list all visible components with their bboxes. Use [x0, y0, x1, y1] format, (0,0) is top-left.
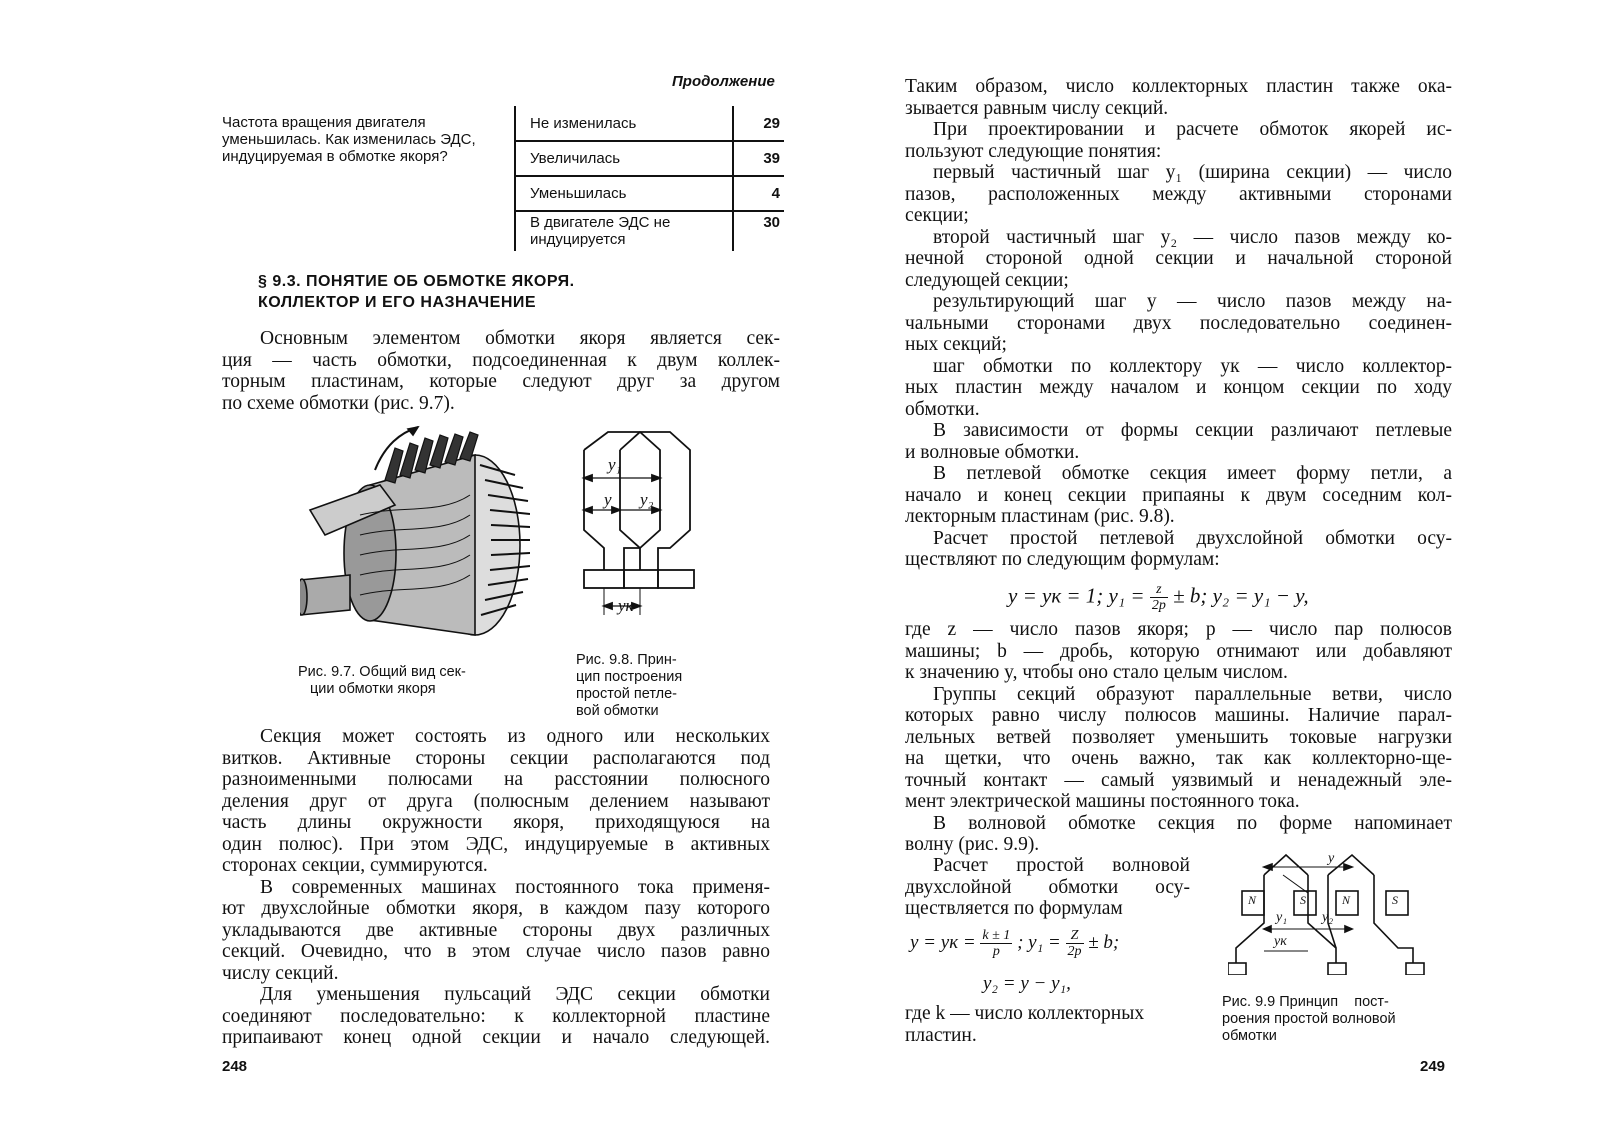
section-heading-line: § 9.3. ПОНЯТИЕ ОБ ОБМОТКЕ ЯКОРЯ.: [258, 273, 575, 290]
text-line: Основным элементом обмотки якоря является сек-: [260, 328, 780, 349]
text-line: витков. Активные стороны секции располагаются под: [222, 747, 770, 769]
text-line: по схеме обмотки (рис. 9.7).: [222, 392, 455, 414]
page-number: 248: [222, 1058, 248, 1075]
fraction-denominator: 2p: [1151, 598, 1166, 613]
text-line: Группы секций образуют параллельные ветви, число: [933, 683, 1452, 705]
text-line: В волновой обмотке секция по форме напоминает: [933, 812, 1452, 834]
answer-code: 29: [733, 106, 784, 141]
text-line: соединяют последовательно: к коллекторной пластине: [222, 1005, 770, 1027]
fraction: [980, 928, 1012, 959]
text-line: которых равно числу полюсов машины. Наличие парал-: [905, 705, 1452, 726]
text-line: ция — часть обмотки, подсоединенная к двум коллек-: [222, 349, 780, 371]
answer-text: Увеличилась: [515, 141, 733, 176]
text-line: деления друг от друга (полюсным делением называют: [222, 790, 770, 812]
text-line: волну (рис. 9.9).: [905, 834, 1040, 855]
label-yk: yк: [1274, 934, 1287, 949]
text-line: ют двухслойные обмотки якоря, в каждом пазу которого: [222, 898, 770, 919]
left-page: [0, 0, 808, 1145]
formula-part: y = yк =: [910, 931, 976, 953]
text-line: В современных машинах постоянного тока применя-: [260, 876, 770, 898]
figure-caption: [576, 652, 682, 720]
formula-part: y = yк = 1; y₁ =: [1008, 583, 1145, 608]
section-heading-line: КОЛЛЕКТОР И ЕГО НАЗНАЧЕНИЕ: [258, 294, 537, 311]
paragraph: [905, 855, 1190, 920]
text-line: результирующий шаг y — число пазов между на-: [933, 291, 1452, 312]
formula-part: ± b; y₂ = y₁ − y,: [1173, 583, 1309, 608]
answer-code: 39: [733, 141, 784, 176]
figure-caption: [298, 664, 466, 698]
text-line: первый частичный шаг y₁ (ширина секции) — число: [933, 162, 1452, 183]
table-row: [515, 106, 784, 141]
label-y2: y₂: [640, 490, 654, 509]
text-line: В зависимости от формы секции различают петлевые: [933, 420, 1452, 441]
text-line: зывается равным числу секций.: [905, 97, 1169, 119]
text-line: ществляется по формулам: [905, 898, 1123, 919]
text-line: секций. Очевидно, что в этом случае число пазов равно: [222, 941, 770, 962]
label-yk: yк: [618, 596, 634, 615]
question-text: Частота вращения двигателя уменьшилась. Как изменилась ЭДС, индуцируемая в обмотке якоря?: [222, 114, 476, 165]
text-line: нечной стороной одной секции и начальной стороной: [905, 248, 1452, 269]
page-number: 249: [1420, 1058, 1446, 1075]
text-line: сторонах секции, суммируются.: [222, 855, 488, 876]
text-line: чальными сторонами двух последовательно соединен-: [905, 312, 1452, 334]
right-page: [808, 0, 1617, 1145]
text-line: шаг обмотки по коллектору yк — число коллектор-: [933, 355, 1452, 377]
continuation-label: Продолжение: [672, 73, 775, 90]
text-line: один полюс). При этом ЭДС, индуцируемые в активных: [222, 833, 770, 855]
text-line: Для уменьшения пульсаций ЭДС секции обмотки: [260, 984, 770, 1005]
text-line: числу секций.: [222, 962, 339, 984]
text-line: пазов, расположенных между активными сторонами: [905, 183, 1452, 205]
text-line: двухслойной обмотки осу-: [905, 876, 1190, 898]
loop-winding-diagram: [580, 430, 720, 630]
formula-part: ± b;: [1088, 931, 1120, 953]
caption-line: Рис. 9.7. Общий вид сек-: [298, 664, 466, 680]
pole-s-label: S: [1392, 893, 1398, 907]
section-heading: [258, 271, 575, 313]
formula-y2: y₂ = y − y₁,: [983, 973, 1071, 994]
text-line: секции;: [905, 205, 969, 226]
armature-illustration: [300, 425, 530, 650]
text-line: В петлевой обмотке секция имеет форму петли, а: [933, 463, 1452, 484]
table-row: [515, 176, 784, 211]
paragraph: [905, 76, 1452, 571]
text-line: обмотки.: [905, 398, 980, 420]
text-line: где z — число пазов якоря; p — число пар полюсов: [905, 619, 1452, 640]
label-y: y: [604, 490, 612, 509]
text-line: машины; b — дробь, которую отнимают или добавляют: [905, 640, 1452, 662]
text-line: где k — число коллекторных: [905, 1003, 1145, 1024]
label-y1: y₁: [608, 455, 622, 474]
paragraph: [905, 619, 1452, 856]
paragraph: [905, 1003, 1195, 1046]
fraction: [1150, 582, 1168, 613]
text-line: При проектировании и расчете обмоток якорей ис-: [933, 119, 1452, 140]
caption-line: роения простой волновой: [1222, 1011, 1396, 1027]
text-line: пользуют следующие понятия:: [905, 140, 1162, 162]
text-line: укладываются две активные стороны двух различных: [222, 919, 770, 941]
answer-code: 30: [763, 214, 780, 231]
formula-part: ; y₁ =: [1017, 931, 1061, 953]
answer-text: Уменьшилась: [515, 176, 733, 211]
text-line: пластин.: [905, 1024, 977, 1046]
caption-line: Рис. 9.8. Прин-: [576, 652, 677, 668]
paragraph: [222, 328, 780, 414]
text-line: точный контакт — самый уязвимый и ненадежный эле-: [905, 769, 1452, 791]
formula-wave: [910, 928, 1119, 959]
text-line: второй частичный шаг y₂ — число пазов между ко-: [933, 226, 1452, 248]
text-line: к значению y, чтобы оно стало целым числом.: [905, 662, 1288, 683]
text-line: ществляют по следующим формулам:: [905, 549, 1220, 570]
caption-line: простой петле-: [576, 686, 678, 702]
caption-line: цип построения: [576, 669, 683, 685]
pole-n-label: N: [1248, 893, 1257, 907]
answer-text: В двигателе ЭДС не индуцируется: [515, 211, 733, 251]
text-line: лельных ветвей позволяет уменьшить токовые нагрузки: [905, 726, 1452, 748]
answer-table: [514, 106, 784, 251]
answer-code: 4: [733, 176, 784, 211]
text-line: припаивают конец одной секции и начало следующей.: [222, 1027, 770, 1048]
fraction-numerator: Z: [1066, 928, 1084, 944]
formula-loop: [1008, 582, 1309, 613]
pole-s-label: S: [1300, 893, 1306, 907]
fraction-numerator: z: [1150, 582, 1168, 598]
answer-text: Не изменилась: [515, 106, 733, 141]
figure-caption: [1222, 994, 1412, 1045]
text-line: разноименными полюсами на расстоянии полюсного: [222, 769, 770, 790]
text-line: лекторным пластинам (рис. 9.8).: [905, 506, 1175, 527]
text-line: начало и конец секции припаяны к двум соседним кол-: [905, 484, 1452, 506]
fraction: [1066, 928, 1084, 959]
caption-line: Рис. 9.9 Принцип пост-: [1222, 994, 1389, 1010]
text-line: ных пластин между началом и концом секции по ходу: [905, 377, 1452, 398]
text-line: Секция может состоять из одного или нескольких: [260, 726, 770, 747]
pole-n-label: N: [1342, 893, 1351, 907]
text-line: Расчет простой волновой: [933, 855, 1190, 876]
fraction-denominator: p: [992, 944, 1000, 959]
table-row: [515, 141, 784, 176]
text-line: мент электрической машины постоянного тока.: [905, 791, 1300, 812]
label-y: y: [1328, 851, 1335, 866]
fraction-numerator: k ± 1: [982, 928, 1011, 943]
fraction-denominator: 2p: [1067, 944, 1082, 959]
text-line: следующей секции;: [905, 269, 1069, 291]
text-line: на щетки, что очень важно, так как коллекторно-ще-: [905, 748, 1452, 769]
label-y1: y₁: [1276, 910, 1288, 925]
caption-line: ции обмотки якоря: [310, 681, 436, 697]
text-line: Расчет простой петлевой двухслойной обмотки осу-: [933, 527, 1452, 549]
table-row: [515, 211, 784, 251]
text-line: торным пластинам, которые следуют друг за другом: [222, 371, 780, 392]
label-y2: y₂: [1322, 910, 1334, 925]
text-line: ных секций;: [905, 334, 1007, 355]
caption-line: вой обмотки: [576, 703, 659, 719]
text-line: и волновые обмотки.: [905, 441, 1080, 463]
caption-line: обмотки: [1222, 1028, 1277, 1044]
wave-winding-diagram: [1228, 853, 1453, 975]
paragraph: [222, 726, 770, 1049]
text-line: Таким образом, число коллекторных пластин также ока-: [905, 76, 1452, 97]
text-line: часть длины окружности якоря, приходящуюся на: [222, 812, 770, 833]
